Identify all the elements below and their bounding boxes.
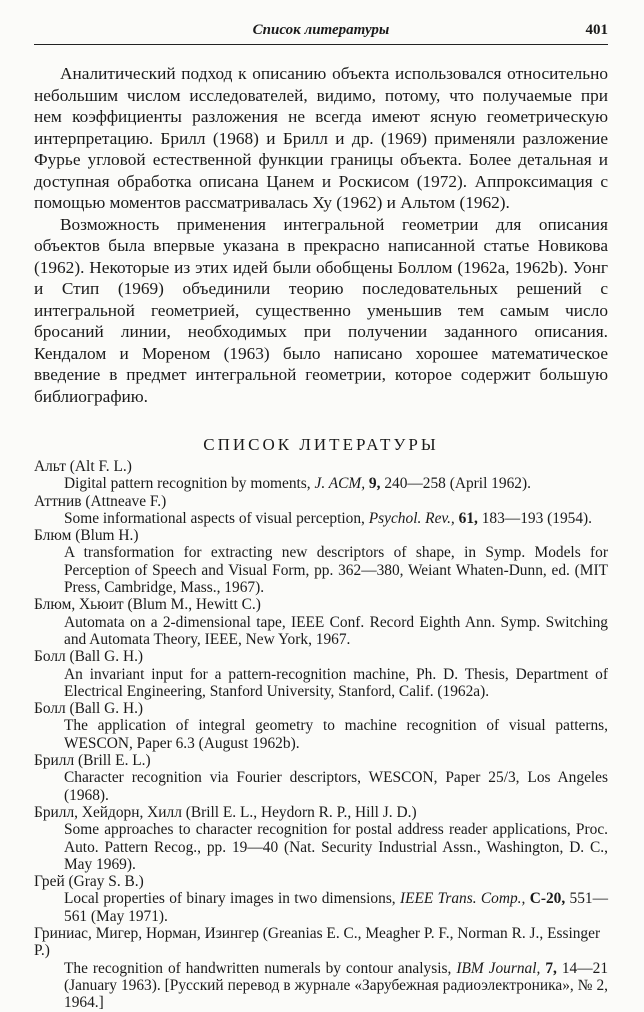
- reference-pages: 183—193 (1954).: [477, 509, 593, 527]
- reference-author: Аттнив (Attneave F.): [34, 492, 167, 510]
- reference-pages: 551—561 (May 1971).: [64, 890, 608, 925]
- reference-author: Болл (Ball G. H.): [34, 700, 144, 718]
- reference-text: Local properties of binary images in two dimensions,: [64, 890, 400, 908]
- reference-pages: 14—21 (January 1963). [Русский перевод в журнале «Зарубежная радиоэлектроника», № 2, 1964.]: [64, 959, 609, 1012]
- reference-journal: IBM Journal,: [456, 959, 541, 977]
- reference-item: [34, 648, 608, 700]
- reference-author: Блюм, Хьюит (Blum M., Hewitt C.): [34, 596, 261, 614]
- reference-text: Some informational aspects of visual perception,: [64, 509, 369, 527]
- reference-pages: 240—258 (April 1962).: [380, 475, 531, 493]
- reference-volume: C-20,: [525, 890, 566, 908]
- reference-text: The application of integral geometry to machine recognition of visual patterns, WESCON, Paper 6.3 (August 1962b).: [64, 717, 608, 752]
- reference-item: [34, 873, 608, 925]
- references-heading: СПИСОК ЛИТЕРАТУРЫ: [203, 435, 439, 454]
- reference-entry: [34, 544, 608, 596]
- running-header: [34, 18, 608, 44]
- reference-item: [34, 804, 608, 873]
- reference-author: Блюм (Blum H.): [34, 527, 139, 545]
- reference-text: Character recognition via Fourier descriptors, WESCON, Paper 25/3, Los Angeles (1968).: [64, 769, 608, 804]
- page-number: 401: [585, 22, 608, 38]
- reference-volume: 61,: [454, 509, 478, 527]
- reference-text: An invariant input for a pattern-recognition machine, Ph. D. Thesis, Department of Electrical Engineering, Stanford University, Stanford, Calif. (1962a).: [64, 665, 608, 700]
- reference-entry: [34, 821, 608, 873]
- reference-entry: [34, 666, 608, 701]
- reference-text: Digital pattern recognition by moments,: [64, 475, 315, 493]
- reference-author: Брилл, Хейдорн, Хилл (Brill E. L., Heydorn R. P., Hill J. D.): [34, 803, 417, 821]
- reference-entry: [34, 717, 608, 752]
- running-title: Список литературы: [252, 22, 390, 38]
- reference-text: A transformation for extracting new descriptors of shape, in Symp. Models for Perception of Speech and Visual Form, pp. 362—380, Weiant Whaten-Dunn, ed. (MIT Press, Cambridge, Mass., 1967).: [64, 544, 608, 597]
- reference-item: [34, 458, 608, 493]
- reference-volume: 7,: [540, 959, 557, 977]
- reference-entry: [34, 614, 608, 649]
- reference-item: [34, 596, 608, 648]
- reference-entry: [34, 890, 608, 925]
- reference-journal: J. ACM,: [314, 475, 366, 493]
- reference-author: Гриниас, Мигер, Норман, Изингер (Greanias E. C., Meagher P. F., Norman R. J., Essinger P.): [34, 925, 601, 960]
- reference-entry: [34, 769, 608, 804]
- reference-author: Альт (Alt F. L.): [34, 458, 132, 475]
- body-text: [34, 63, 608, 407]
- reference-item: [34, 700, 608, 752]
- reference-journal: IEEE Trans. Comp.,: [399, 890, 526, 908]
- reference-item: [34, 527, 608, 596]
- paragraph: Аналитический подход к описанию объекта использовался относительно небольшим числом исследователей, видимо, потому, что получаемые при нем коэффициенты разложения не всегда имеют ясную геометрическую интерпретацию. Брилл (1968) и Брилл и др. (1969) применяли разложение Фурье угловой естественной функции границы объекта. Более детальная и доступная обработка описана Цанем и Роскисом (1972). Аппроксимация с помощью моментов рассматривалась Ху (1962) и Альтом (1962).: [34, 64, 608, 212]
- reference-entry: [34, 960, 608, 1012]
- reference-item: [34, 925, 608, 1011]
- reference-text: The recognition of handwritten numerals by contour analysis,: [64, 959, 457, 977]
- reference-list: [34, 458, 608, 1012]
- reference-item: [34, 493, 608, 528]
- paragraph: Возможность применения интегральной геометрии для описания объектов была впервые указана в прекрасно написанной статье Новикова (1962). Некоторые из этих идей были обобщены Боллом (1962a, 1962b). Уонг и Стип (1969) объединили теорию последовательных решений с интегральной геометрией, существенно уменьшив тем самым число бросаний линии, необходимых при получении заданного описания. Кендалом и Мореном (1963) было написано хорошее математическое введение в предмет интегральной геометрии, которое содержит большую библиографию.: [34, 214, 608, 406]
- reference-author: Грей (Gray S. B.): [34, 873, 144, 891]
- reference-text: Automata on a 2-dimensional tape, IEEE Conf. Record Eighth Ann. Symp. Switching and Automata Theory, IEEE, New York, 1967.: [64, 613, 608, 648]
- reference-item: [34, 752, 608, 804]
- reference-volume: 9,: [365, 475, 381, 493]
- reference-author: Брилл (Brill E. L.): [34, 752, 151, 770]
- reference-entry: [34, 510, 608, 527]
- reference-text: Some approaches to character recognition for postal address reader applications, Proc. Auto. Pattern Recog., pp. 19—40 (Nat. Security Industrial Assn., Washington, D. C., May 1969).: [64, 821, 608, 873]
- reference-entry: [34, 475, 608, 492]
- reference-journal: Psychol. Rev.,: [368, 509, 455, 527]
- reference-author: Болл (Ball G. H.): [34, 648, 144, 666]
- header-rule: [34, 44, 608, 45]
